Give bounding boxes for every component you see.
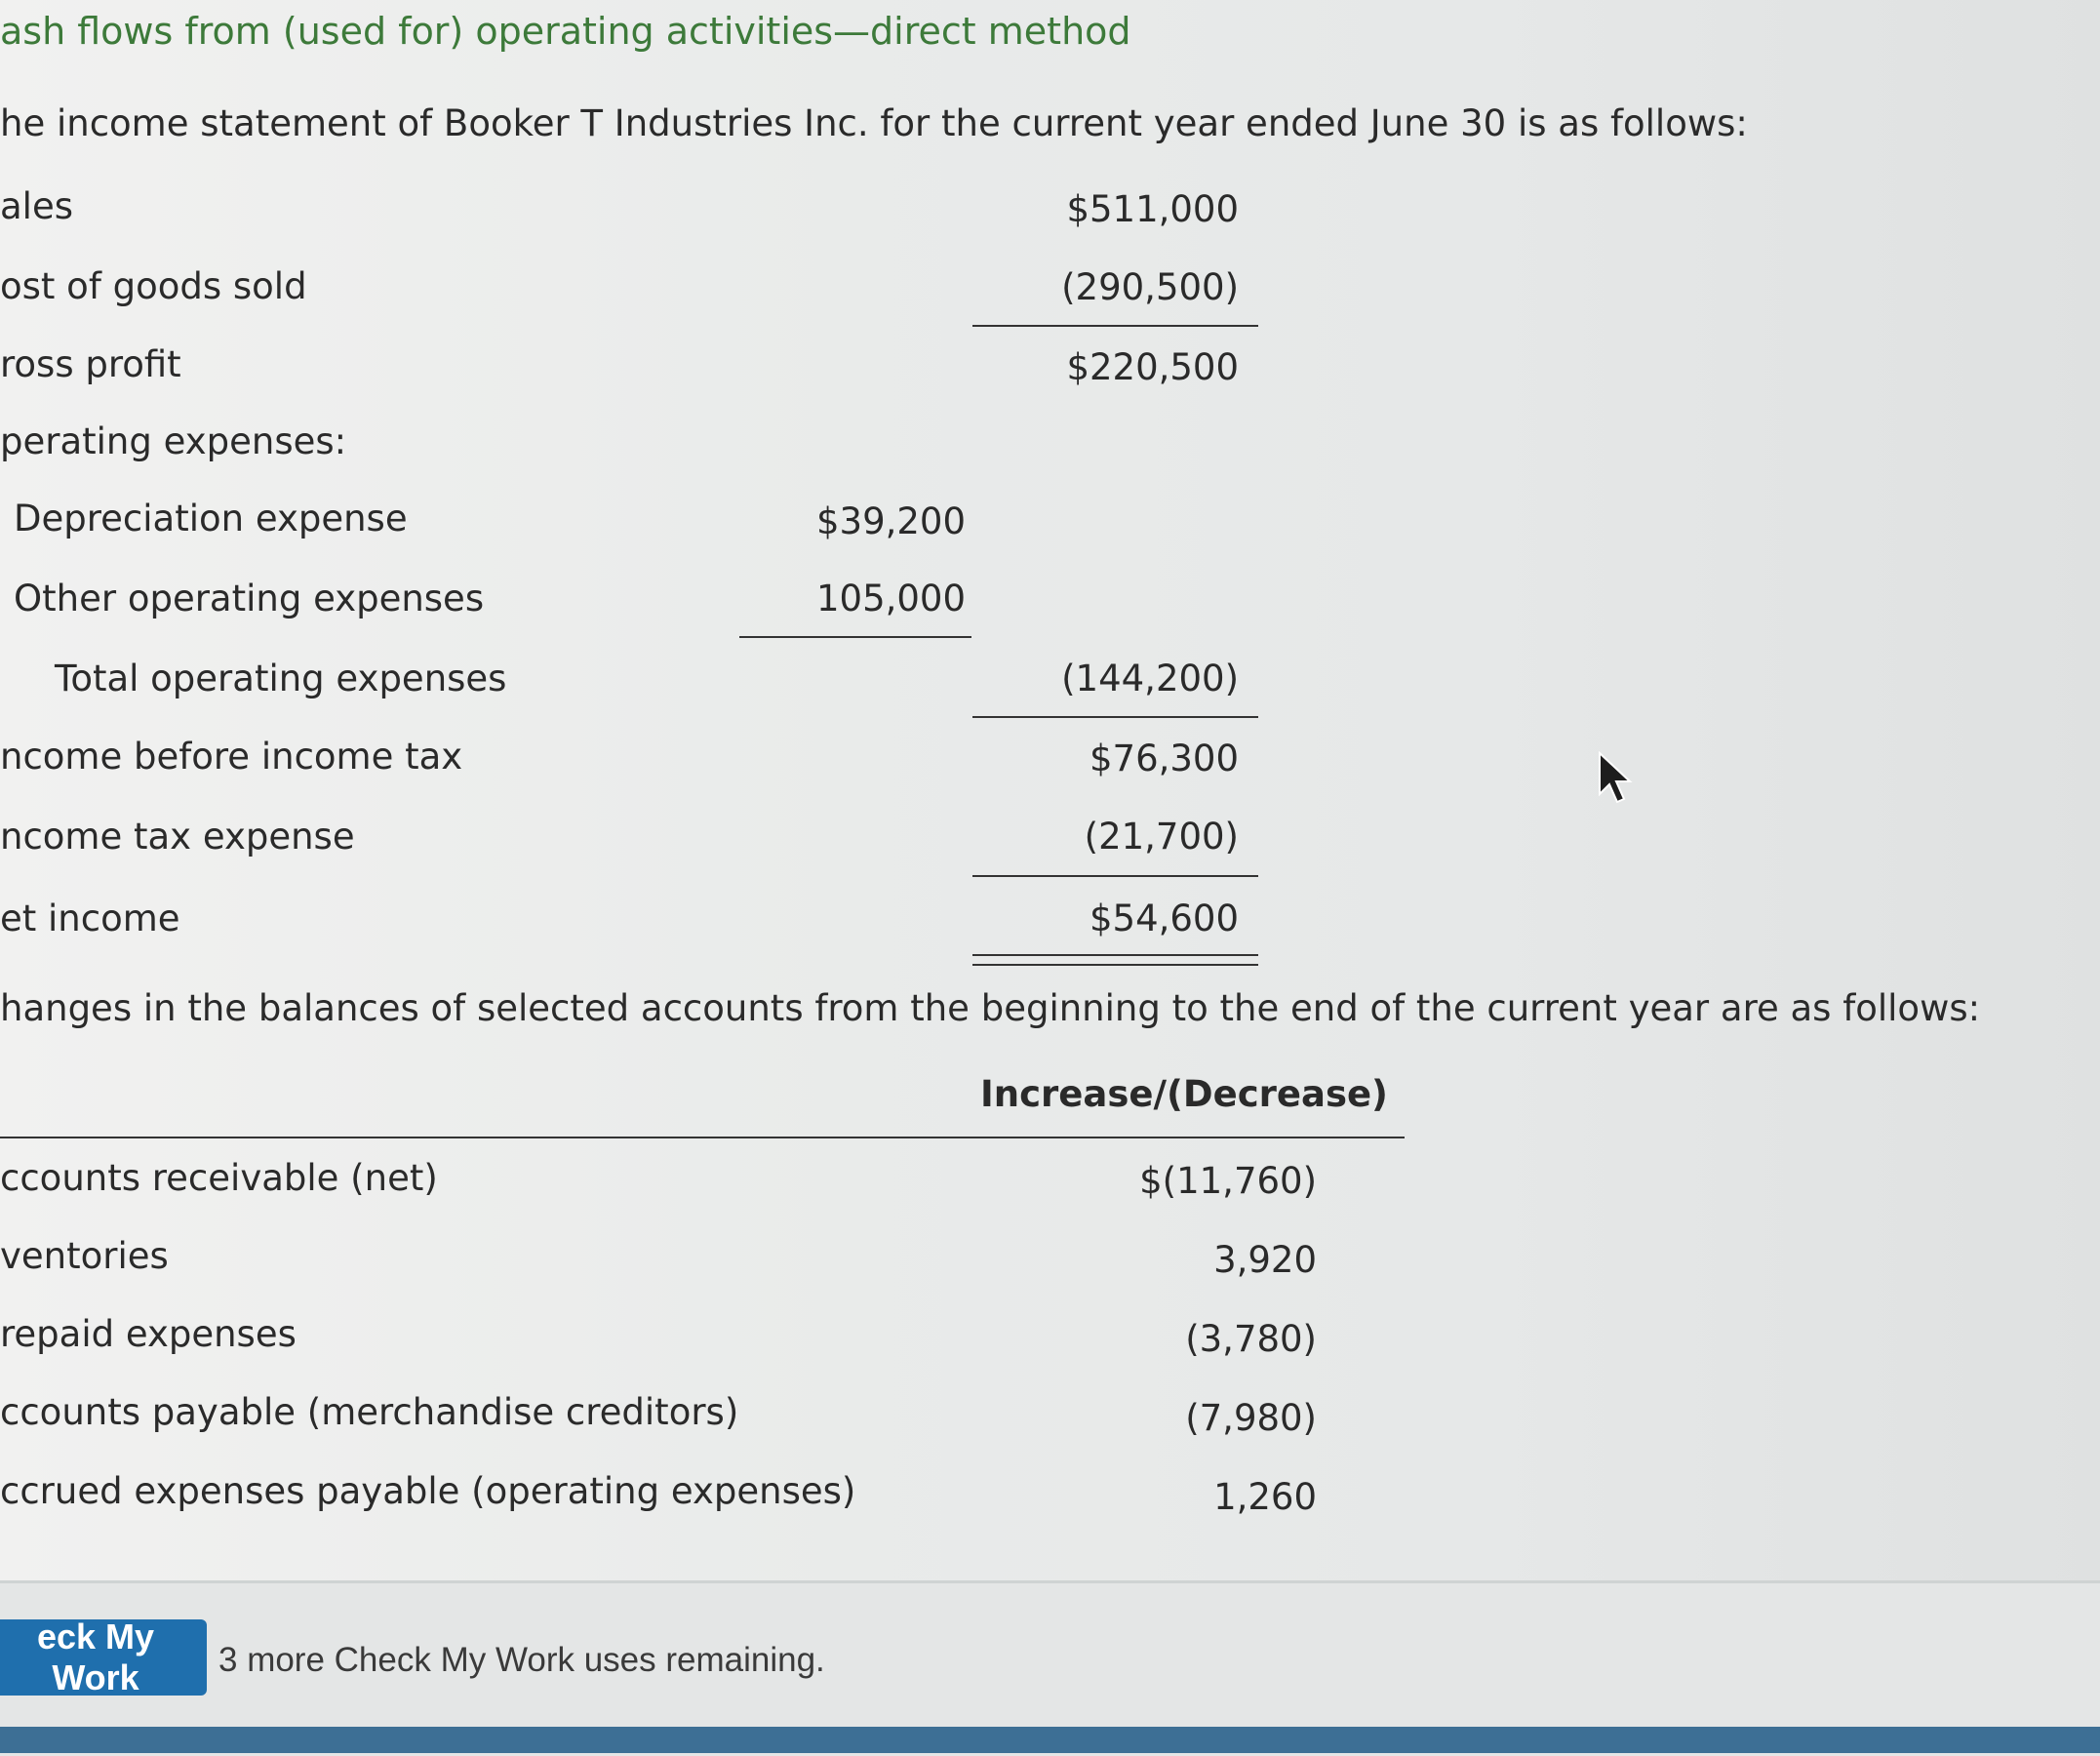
inventories-label: ventories (0, 1235, 169, 1277)
income-before-tax-amount: $76,300 (1089, 738, 1239, 779)
operating-expenses-heading: perating expenses: (0, 420, 347, 462)
sales-amount: $511,000 (1066, 188, 1239, 230)
cogs-label: ost of goods sold (0, 265, 307, 307)
cogs-underline (972, 325, 1258, 327)
net-income-amount: $54,600 (1089, 898, 1239, 939)
net-income-label: et income (0, 898, 180, 939)
other-opex-amount: 105,000 (815, 578, 966, 619)
other-opex-label: Other operating expenses (14, 578, 485, 619)
depreciation-label: Depreciation expense (14, 498, 408, 539)
check-uses-remaining: 3 more Check My Work uses remaining. (218, 1641, 825, 1679)
accounts-payable-value: (7,980) (1185, 1397, 1317, 1439)
net-income-double-underline (972, 954, 1258, 966)
mouse-cursor-icon (1598, 751, 1637, 806)
changes-intro: hanges in the balances of selected accounts from the beginning to the end of the current year are as follows: (0, 987, 1981, 1029)
income-tax-underline (972, 875, 1258, 877)
total-opex-label: Total operating expenses (55, 658, 507, 699)
gross-profit-amount: $220,500 (1066, 346, 1239, 388)
other-opex-underline (739, 636, 971, 638)
sales-label: ales (0, 185, 73, 227)
problem-title: ash flows from (used for) operating activities—direct method (0, 10, 1131, 53)
increase-decrease-header: Increase/(Decrease) (980, 1073, 1388, 1115)
accrued-expenses-label: ccrued expenses payable (operating expenses) (0, 1470, 856, 1512)
prepaid-expenses-value: (3,780) (1185, 1318, 1317, 1360)
accounts-payable-label: ccounts payable (merchandise creditors) (0, 1391, 739, 1433)
income-tax-amount: (21,700) (1084, 816, 1239, 858)
accounts-receivable-value: $(11,760) (1139, 1160, 1317, 1202)
gross-profit-label: ross profit (0, 343, 181, 385)
income-tax-label: ncome tax expense (0, 816, 355, 858)
total-opex-underline (972, 716, 1258, 718)
depreciation-amount: $39,200 (815, 500, 966, 542)
accrued-expenses-value: 1,260 (1213, 1476, 1317, 1518)
prepaid-expenses-label: repaid expenses (0, 1313, 297, 1355)
total-opex-amount: (144,200) (1061, 658, 1239, 699)
income-statement-intro: he income statement of Booker T Industries Inc. for the current year ended June 30 is as follows: (0, 102, 1748, 144)
bottom-bar (0, 1727, 2100, 1753)
cogs-amount: (290,500) (1061, 266, 1239, 308)
check-my-work-button[interactable]: eck My Work (0, 1619, 207, 1696)
accounts-receivable-label: ccounts receivable (net) (0, 1157, 438, 1199)
changes-header-rule (0, 1137, 1405, 1138)
inventories-value: 3,920 (1213, 1239, 1317, 1281)
income-before-tax-label: ncome before income tax (0, 736, 463, 778)
